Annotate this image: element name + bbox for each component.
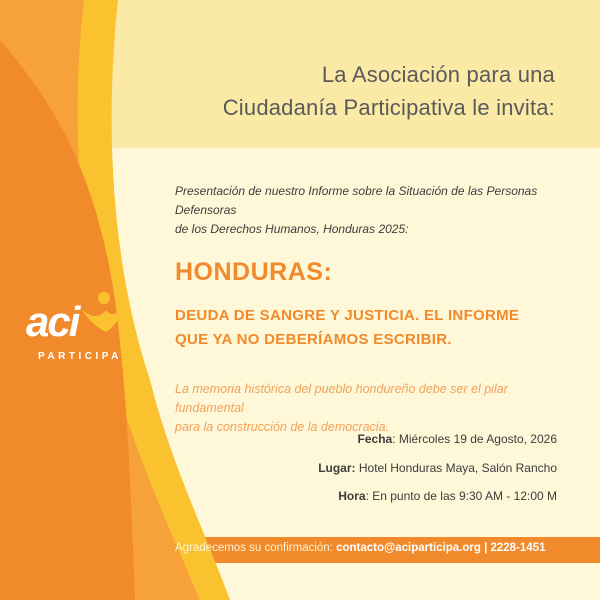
detail-lugar [318, 461, 557, 475]
footer-separator: | [484, 542, 488, 554]
logo-text: aci [26, 298, 79, 345]
logo-arms-icon [82, 302, 126, 332]
hora-colon: : [365, 489, 373, 503]
quote-line-1: La memoria histórica del pueblo hondureño debe ser el pilar fundamental [175, 382, 508, 415]
quote-line-2: para la construcción de la democracia. [175, 420, 390, 434]
lugar-value: Hotel Honduras Maya, Salón Rancho [358, 461, 557, 475]
logo-subtext: PARTICIPA [38, 351, 122, 362]
main-title: HONDURAS: [175, 258, 333, 286]
header-line-1: La Asociación para una [321, 62, 555, 87]
detail-fecha [358, 432, 557, 446]
footer-prefix: Agradecemos su confirmación: [175, 542, 333, 554]
header-line-2: Ciudadanía Participativa le invita: [222, 95, 555, 120]
intro-text [175, 182, 575, 239]
subtitle-line-1: DEUDA DE SANGRE Y JUSTICIA. EL INFORME [175, 307, 520, 324]
footer-email[interactable]: contacto@aciparticipa.org [336, 542, 481, 554]
lugar-label: Lugar: [318, 461, 356, 475]
footer-phone[interactable]: 2228-1451 [490, 542, 546, 554]
hora-label: Hora [338, 489, 366, 503]
subtitle-line-2: QUE YA NO DEBERÍAMOS ESCRIBIR. [175, 331, 452, 348]
fecha-colon: : [392, 432, 399, 446]
hora-value: En punto de las 9:30 AM - 12:00 M [372, 489, 557, 503]
intro-line-1: Presentación de nuestro Informe sobre la Situación de las Personas Defensoras [175, 184, 538, 217]
quote [175, 380, 575, 437]
logo-head-icon [98, 292, 110, 304]
fecha-label: Fecha [357, 432, 393, 446]
header [135, 58, 555, 124]
footer-text [175, 542, 546, 554]
fecha-value: Miércoles 19 de Agosto, 2026 [398, 432, 557, 446]
subtitle [175, 304, 575, 352]
intro-line-2: de los Derechos Humanos, Honduras 2025: [175, 222, 409, 236]
detail-hora [338, 489, 557, 503]
